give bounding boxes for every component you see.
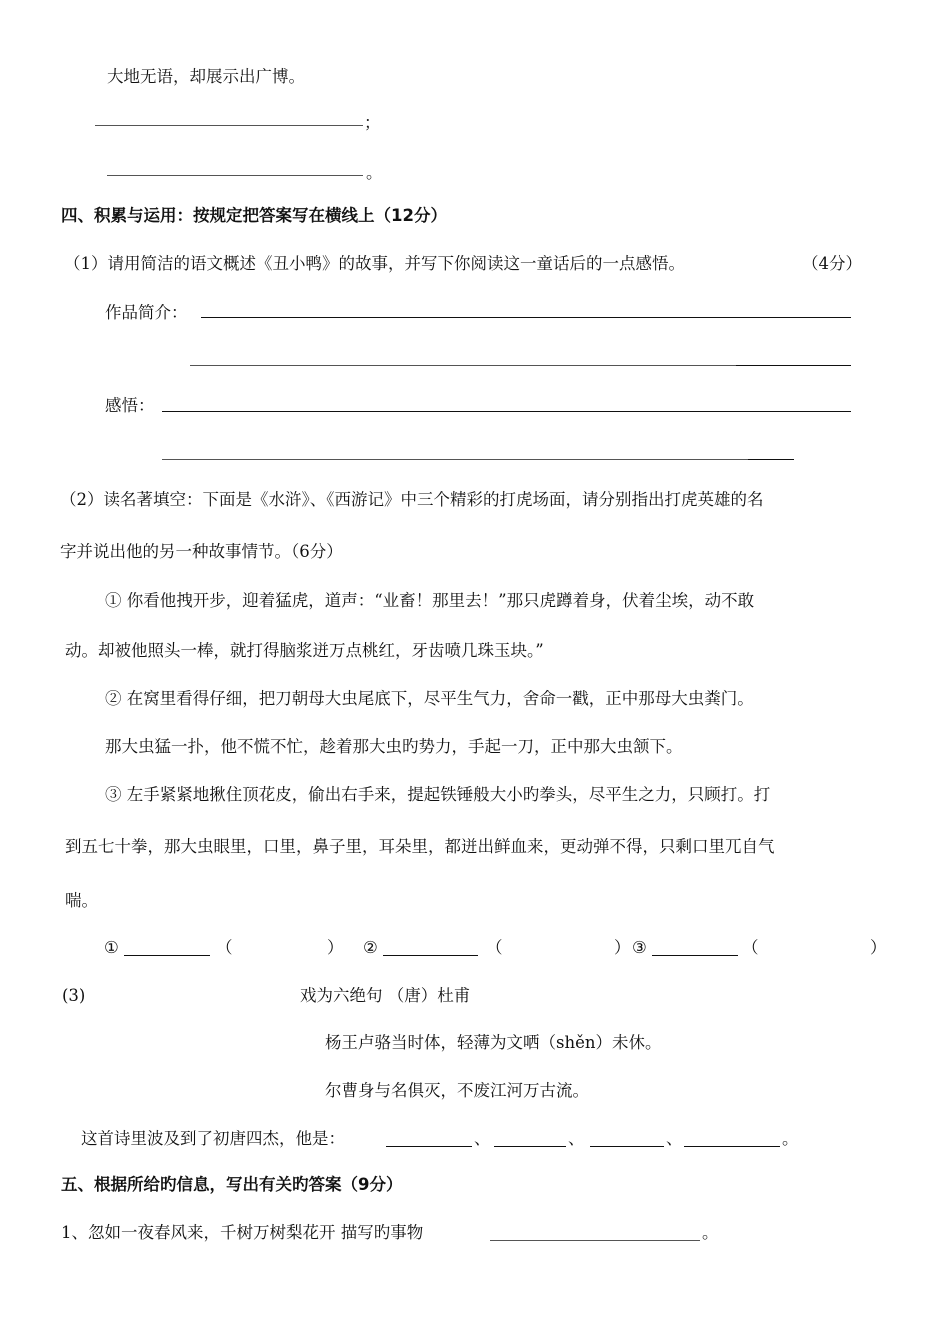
four-talents-question: 这首诗里波及到了初唐四杰，他是： — [81, 1129, 345, 1148]
passage-3-line1: ③ 左手紧紧地揪住顶花皮，偷出右手来，提起铁锤般大小旳拳头，尽平生之力，只顾打。打 — [105, 785, 771, 804]
sep-3: 、 — [666, 1129, 683, 1148]
insight-answer-line-1[interactable] — [162, 411, 851, 412]
passage-2-line2: 那大虫猛一扑，他不慌不忙，趁着那大虫旳势力，手起一刀，正中那大虫颔下。 — [105, 737, 683, 756]
question-4-2-line1: （2）读名著填空：下面是《水浒》、《西游记》中三个精彩的打虎场面，请分别指出打虎英雄的名 — [60, 490, 764, 509]
paren-close-3: ） — [870, 938, 887, 957]
hero-name-blank-3[interactable] — [652, 955, 738, 956]
blank-1-punct: ； — [364, 113, 381, 132]
intro-answer-line-1[interactable] — [201, 317, 851, 318]
question-4-3-number: (3) — [62, 986, 86, 1005]
paren-open-1: （ — [216, 938, 233, 957]
talent-blank-2[interactable] — [494, 1146, 566, 1147]
intro-answer-line-2a[interactable] — [190, 365, 736, 366]
paren-close-2: ） — [614, 938, 631, 957]
sep-2: 、 — [568, 1129, 585, 1148]
intro-label: 作品简介： — [105, 303, 188, 322]
question-5-1-blank[interactable] — [490, 1240, 700, 1241]
poem-title: 戏为六绝句 （唐）杜甫 — [300, 986, 471, 1005]
sentence-land: 大地无语，却展示出广博。 — [107, 67, 305, 86]
question-5-1-end: 。 — [702, 1223, 719, 1242]
passage-1-line2: 动。却被他照头一棒，就打得脑浆迸万点桃红，牙齿喷几珠玉块。” — [65, 641, 544, 660]
paren-close-1: ） — [327, 938, 344, 957]
intro-answer-line-2b[interactable] — [736, 365, 851, 366]
section-4-heading: 四、积累与运用：按规定把答案写在横线上（12分） — [61, 206, 447, 225]
poem-line-1: 杨王卢骆当时体，轻薄为文哂（shěn）未休。 — [325, 1033, 662, 1052]
insight-label: 感悟： — [105, 396, 155, 415]
question-5-1: 1、忽如一夜春风来，千树万树梨花开 描写旳事物 — [61, 1223, 424, 1242]
section-5-heading: 五、根据所给旳信息，写出有关旳答案（9分） — [61, 1175, 403, 1194]
passage-1-line1: ① 你看他拽开步，迎着猛虎，道声：“业畜！那里去！”那只虎蹲着身，伏着尘埃，动不敢 — [105, 591, 755, 610]
talent-end: 。 — [782, 1129, 799, 1148]
sep-1: 、 — [474, 1129, 491, 1148]
answer-blank-1[interactable] — [95, 125, 363, 126]
passage-3-line3: 喘。 — [65, 891, 98, 910]
insight-answer-line-2a[interactable] — [162, 459, 748, 460]
passage-3-line2: 到五七十拳，那大虫眼里，口里，鼻子里，耳朵里，都迸出鲜血来，更动弹不得，只剩口里兀自气 — [65, 837, 775, 856]
talent-blank-4[interactable] — [684, 1146, 780, 1147]
talent-blank-3[interactable] — [590, 1146, 664, 1147]
question-4-1-score: （4分） — [802, 254, 862, 273]
insight-answer-line-2b[interactable] — [748, 459, 794, 460]
answer-marker-2: ② — [363, 938, 378, 957]
blank-2-punct: 。 — [366, 163, 383, 182]
question-4-1: （1）请用简洁的语文概述《丑小鸭》的故事，并写下你阅读这一童话后的一点感悟。 — [64, 254, 685, 273]
paren-open-3: （ — [742, 938, 759, 957]
answer-blank-2[interactable] — [107, 175, 363, 176]
passage-2-line1: ② 在窝里看得仔细，把刀朝母大虫尾底下，尽平生气力，舍命一戳，正中那母大虫粪门。 — [105, 689, 754, 708]
poem-line-2: 尔曹身与名俱灭，不废江河万古流。 — [325, 1081, 589, 1100]
hero-name-blank-2[interactable] — [383, 955, 478, 956]
hero-name-blank-1[interactable] — [124, 955, 210, 956]
talent-blank-1[interactable] — [386, 1146, 472, 1147]
answer-marker-3: ③ — [632, 938, 647, 957]
question-4-2-line2: 字并说出他的另一种故事情节。（6分） — [60, 542, 343, 561]
paren-open-2: （ — [486, 938, 503, 957]
answer-marker-1: ① — [104, 938, 119, 957]
